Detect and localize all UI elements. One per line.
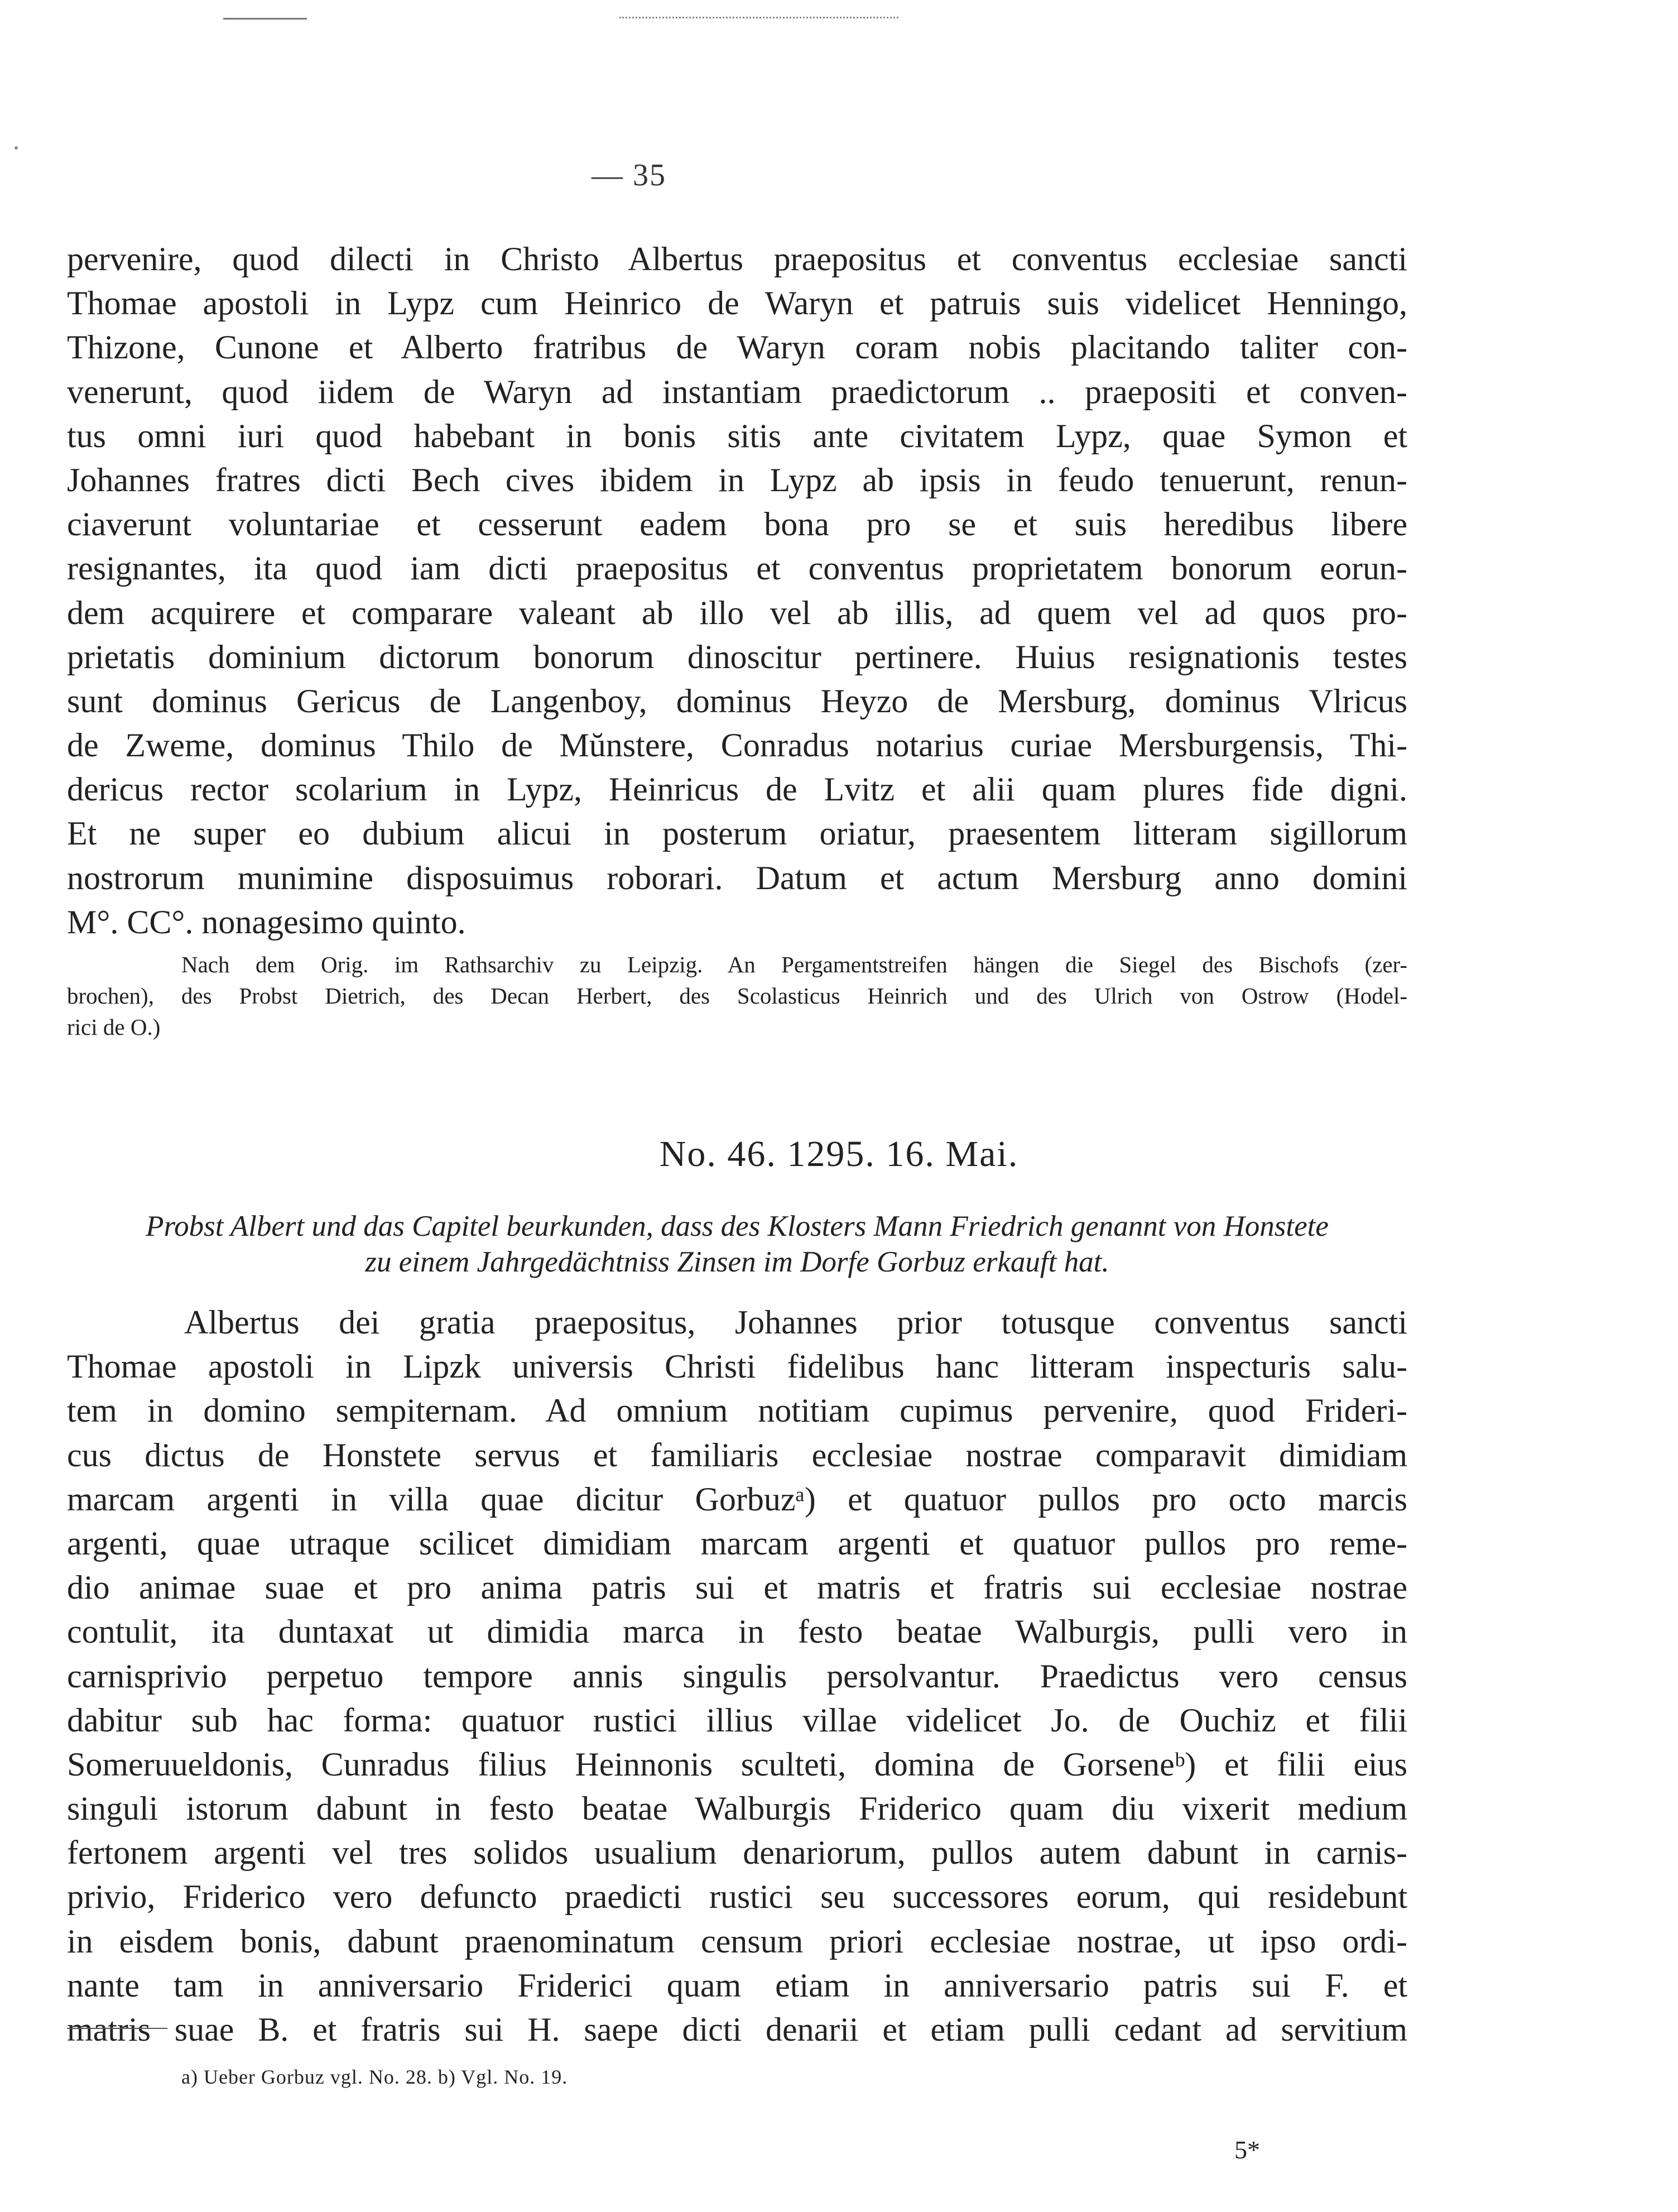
text-line: dem acquirere et comparare valeant ab illo vel ab illis, ad quem vel ad quos pro- (67, 594, 1407, 631)
regest-line: zu einem Jahrgedächtniss Zinsen im Dorfe Gorbuz erkauft hat. (365, 1246, 1109, 1278)
text-line: resignantes, ita quod iam dicti praepositus et conventus proprietatem bonorum eorun- (67, 550, 1407, 587)
document-heading: No. 46. 1295. 16. Mai. (659, 1134, 1019, 1174)
text-line: ciaverunt voluntariae et cesserunt eadem bona pro se et suis heredibus libere (67, 506, 1407, 543)
text-line: de Zweme, dominus Thilo de Mŭnstere, Conradus notarius curiae Mersburgensis, Thi- (67, 727, 1407, 764)
text-line: tus omni iuri quod habebant in bonis sitis ante civitatem Lypz, quae Symon et (67, 417, 1407, 454)
top-edge-rule-right (619, 17, 898, 18)
source-note-line: brochen), des Probst Dietrich, des Decan Herbert, des Scolasticus Heinrich und des Ulrich von Ostrow (Hodel- (67, 983, 1407, 1009)
text-line: Someruueldonis, Cunradus filius Heinnonis sculteti, domina de Gorseneᵇ) et filii eius (67, 1745, 1407, 1783)
source-note (67, 949, 1407, 1043)
page-number: — 35 (592, 158, 666, 193)
page-speck (15, 146, 18, 150)
text-line: matris suae B. et fratris sui H. saepe dicti denarii et etiam pulli cedant ad servitium (67, 2011, 1407, 2048)
text-line: tem in domino sempiternam. Ad omnium notitiam cupimus pervenire, quod Frideri- (67, 1392, 1407, 1429)
text-line: Thomae apostoli in Lipzk universis Christi fidelibus hanc litteram inspecturis salu- (67, 1348, 1407, 1385)
text-line: dio animae suae et pro anima patris sui et matris et fratris sui ecclesiae nostrae (67, 1569, 1407, 1606)
document-regest (67, 1208, 1407, 1280)
text-line: Thizone, Cunone et Alberto fratribus de Waryn coram nobis placitando taliter con- (67, 329, 1407, 366)
document-text (67, 1301, 1407, 2052)
text-line: singuli istorum dabunt in festo beatae Walburgis Friderico quam diu vixerit medium (67, 1790, 1407, 1827)
text-line: nostrorum munimine disposuimus roborari. Datum et actum Mersburg anno domini (67, 859, 1407, 896)
text-line: cus dictus de Honstete servus et familiaris ecclesiae nostrae comparavit dimidiam (67, 1436, 1407, 1474)
text-line: carnisprivio perpetuo tempore annis singulis persolvantur. Praedictus vero census (67, 1657, 1407, 1695)
text-line: contulit, ita duntaxat ut dimidia marca in festo beatae Walburgis, pulli vero in (67, 1613, 1407, 1650)
sheet-signature-mark: 5* (1234, 2136, 1260, 2164)
regest-line: Probst Albert und das Capitel beurkunden, dass des Klosters Mann Friedrich genannt von Honstete (146, 1210, 1329, 1242)
top-edge-rule-left (223, 18, 307, 20)
text-line: dabitur sub hac forma: quatuor rustici illius villae videlicet Jo. de Ouchiz et filii (67, 1701, 1407, 1739)
text-line: Johannes fratres dicti Bech cives ibidem in Lypz ab ipsis in feudo tenuerunt, renun- (67, 461, 1407, 498)
previous-document-text (67, 237, 1407, 944)
text-line: nante tam in anniversario Friderici quam etiam in anniversario patris sui F. et (67, 1966, 1407, 2004)
footnotes: a) Ueber Gorbuz vgl. No. 28. b) Vgl. No. 19. (181, 2066, 568, 2088)
text-line: in eisdem bonis, dabunt praenominatum censum priori ecclesiae nostrae, ut ipso ordi- (67, 1922, 1407, 1960)
text-line: Thomae apostoli in Lypz cum Heinrico de Waryn et patruis suis videlicet Henningo, (67, 285, 1407, 322)
source-note-line: rici de O.) (67, 1014, 161, 1040)
text-line: fertonem argenti vel tres solidos usualium denariorum, pullos autem dabunt in carnis- (67, 1834, 1407, 1872)
text-line: dericus rector scolarium in Lypz, Heinricus de Lvitz et alii quam plures fide digni. (67, 771, 1407, 808)
text-line: Et ne super eo dubium alicui in posterum oriatur, praesentem litteram sigillorum (67, 815, 1407, 852)
text-line: argenti, quae utraque scilicet dimidiam marcam argenti et quatuor pullos pro reme- (67, 1524, 1407, 1562)
text-line: sunt dominus Gericus de Langenboy, dominus Heyzo de Mersburg, dominus Vlricus (67, 682, 1407, 719)
text-line: Albertus dei gratia praepositus, Johannes prior totusque conventus sancti (184, 1304, 1407, 1341)
text-line: venerunt, quod iidem de Waryn ad instantiam praedictorum .. praepositi et conven- (67, 373, 1407, 410)
text-line: privio, Friderico vero defuncto praedicti rustici seu successores eorum, qui residebunt (67, 1878, 1407, 1916)
text-line: prietatis dominium dictorum bonorum dinoscitur pertinere. Huius resignationis testes (67, 638, 1407, 675)
text-line: M°. CC°. nonagesimo quinto. (67, 903, 466, 941)
source-note-line: Nach dem Orig. im Rathsarchiv zu Leipzig. An Pergamentstreifen hängen die Siegel des Bischofs (zer- (181, 952, 1407, 977)
text-line: pervenire, quod dilecti in Christo Albertus praepositus et conventus ecclesiae sancti (67, 241, 1407, 277)
footnote-rule (67, 2028, 167, 2029)
text-line: marcam argenti in villa quae dicitur Gorbuzᵃ) et quatuor pullos pro octo marcis (67, 1480, 1407, 1518)
